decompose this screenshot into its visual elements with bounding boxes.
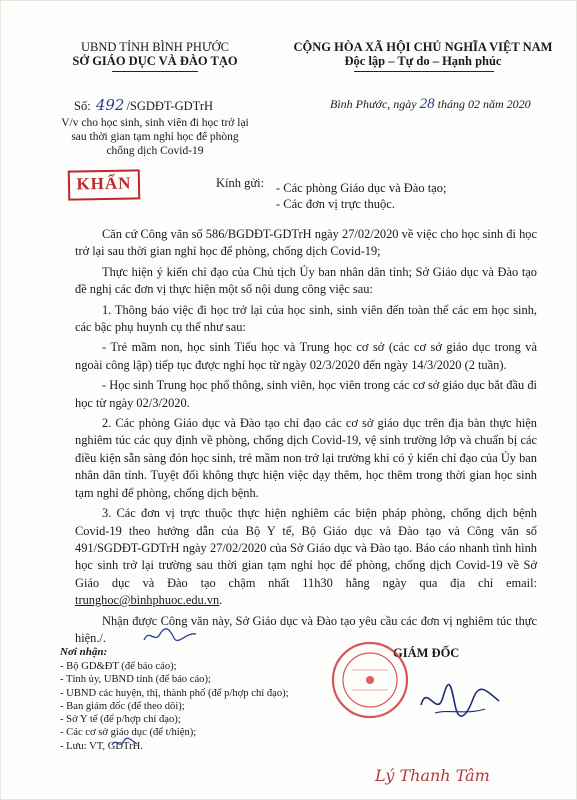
doc-number-suffix: /SGDĐT-GDTrH <box>126 99 214 113</box>
nation-title: CỘNG HÒA XÃ HỘI CHỦ NGHĨA VIỆT NAM <box>293 40 553 54</box>
department-underline <box>112 71 198 72</box>
recipient-item: - Bộ GD&ĐT (để báo cáo); <box>60 661 177 672</box>
department-name: SỞ GIÁO DỤC VÀ ĐÀO TẠO <box>72 54 238 68</box>
recipients-list <box>60 660 289 753</box>
official-seal-icon <box>330 640 410 720</box>
recipient-item: - UBND các huyện, thị, thành phố (để p/hợp chỉ đạo); <box>60 687 289 699</box>
place-date-pre: Bình Phước, ngày <box>330 97 417 111</box>
recipient-item: - Ban giám đốc (để theo dõi); <box>60 700 185 712</box>
doc-number-prefix: Số: <box>74 99 91 113</box>
paragraph-end: . <box>219 593 223 608</box>
addressee-label: Kính gửi: <box>216 176 265 190</box>
body-paragraph: Thực hiện ý kiến chỉ đạo của Chủ tịch Ủy ban nhân dân tỉnh; Sở Giáo dục và Đào tạo đề nghị các đơn vị thực hiện một số nội dung công việc sau: <box>75 264 537 297</box>
body-paragraph: Nhận được Công văn này, Sở Giáo dục và Đào tạo yêu cầu các đơn vị nghiêm túc thực hiện./. <box>75 613 537 645</box>
document-body <box>75 226 537 650</box>
recipient-item: - Sở Y tế (để p/hợp chỉ đạo); <box>60 714 181 726</box>
addressee-item: - Các đơn vị trực thuộc. <box>276 197 395 211</box>
agency-name: UBND TỈNH BÌNH PHƯỚC <box>80 40 230 54</box>
body-paragraph: 1. Thông báo việc đi học trở lại của học sinh, sinh viên đến toàn thể các em học sinh, các bậc phụ huynh cụ thể như sau: <box>75 302 537 335</box>
body-paragraph: Căn cứ Công văn số 586/BGDĐT-GDTrH ngày 27/02/2020 về việc cho học sinh đi học trở lại sau thời gian nghỉ học để phòng, chống dịch Covid-19; <box>75 227 537 259</box>
body-paragraph: 2. Các phòng Giáo dục và Đào tạo chỉ đạo các cơ sở giáo dục trên địa bàn thực hiện nghiêm túc các quy định về phòng, chống dịch Covid-19, vệ sinh trường lớp và chuẩn bị các điều kiện sẵn sàng đón học sinh, trẻ mầm non trở lại trường khi có ý kiến chỉ đạo của Ủy ban nhân dân tỉnh. Tuyệt đối không thực hiện việc dạy thêm, học thêm trong thời gian học sinh tạm nghỉ để phòng, chống dịch bệnh. <box>75 416 537 500</box>
addressee-list <box>276 180 446 212</box>
addressee-item: - Các phòng Giáo dục và Đào tạo; <box>276 181 447 195</box>
signer-title: GIÁM ĐỐC <box>393 646 460 660</box>
signer-name: Lý Thanh Tâm <box>375 766 490 785</box>
body-paragraph: - Trẻ mầm non, học sinh Tiểu học và Trung học cơ sở (các cơ sở giáo dục trong và ngoài công lập) tiếp tục được nghỉ học từ ngày 02/3/2020 đến ngày 14/3/2020 (2 tuần). <box>75 340 537 372</box>
recipients-label: Nơi nhận: <box>60 646 108 658</box>
email-link[interactable]: trunghoc@binhphuoc.edu.vn <box>75 593 220 608</box>
handwritten-signature-icon <box>415 675 505 725</box>
place-date-post: tháng 02 năm 2020 <box>437 97 531 111</box>
body-paragraph: - Học sinh Trung học phổ thông, sinh viên, học viên trong các cơ sở giáo dục bắt đầu đi học từ ngày 02/3/2020. <box>75 378 537 410</box>
initial-mark-icon <box>140 624 200 648</box>
recipient-item: - Tỉnh ủy, UBND tỉnh (để báo cáo); <box>60 674 211 686</box>
body-paragraph <box>75 505 537 609</box>
subject-line: V/v cho học sinh, sinh viên đi học trở lại sau thời gian tạm nghỉ học để phòng chống dịch Covid-19 <box>61 117 249 157</box>
day-handwritten: 28 <box>419 96 435 112</box>
place-date <box>330 96 531 113</box>
initial-mark-icon <box>110 735 140 751</box>
paragraph-text: 3. Các đơn vị trực thuộc thực hiện nghiêm các biện pháp phòng, chống dịch bệnh Covid-19 theo hướng dẫn của Bộ Y tế, Bộ Giáo dục và Đào tạo và Công văn số 491/SGDĐT-GDTrH ngày 27/02/2020 của Sở Giáo dục và Đào tạo. Báo cáo nhanh tình hình học sinh trở lại trường sau thời gian tạm nghỉ học để phòng, chống dịch Covid-19 về Sở Giáo dục và Đào tạo chậm nhất 11h30 hằng ngày qua địa chỉ email: <box>75 506 537 590</box>
national-motto: Độc lập – Tự do – Hạnh phúc <box>344 54 502 68</box>
recipient-item: - Các cơ sở giáo dục (để t/hiện); <box>60 727 197 739</box>
urgent-stamp: KHẨN <box>68 169 141 200</box>
motto-underline <box>354 71 494 72</box>
recipient-item: - Lưu: VT, GDTrH. <box>60 740 143 752</box>
document-number <box>74 96 213 114</box>
doc-number-handwritten: 492 <box>95 96 125 114</box>
